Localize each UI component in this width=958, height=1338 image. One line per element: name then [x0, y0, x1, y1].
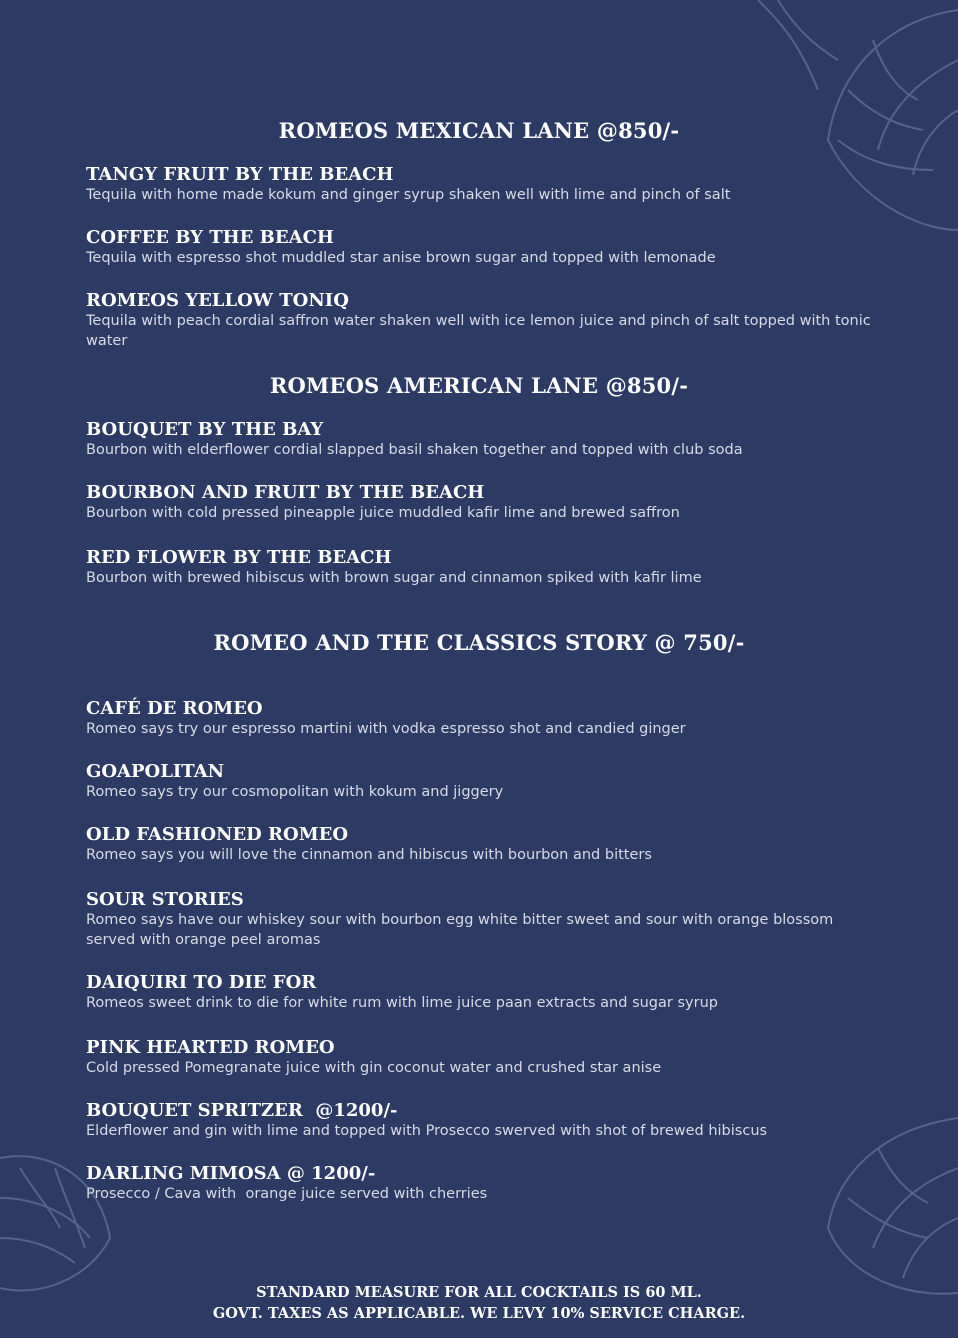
item-description: Cold pressed Pomegranate juice with gin coconut water and crushed star anise — [86, 1060, 662, 1076]
menu-item — [86, 761, 876, 802]
menu-item — [86, 698, 876, 739]
menu-item — [86, 1100, 876, 1141]
item-description: Prosecco / Cava with orange juice served with cherries — [86, 1186, 488, 1202]
section-title-classics-story: ROMEO AND THE CLASSICS STORY @ 750/- — [213, 630, 745, 655]
item-name: CAFÉ DE ROMEO — [86, 698, 263, 719]
item-description: Romeo says you will love the cinnamon and hibiscus with bourbon and bitters — [86, 847, 652, 863]
item-description: Romeo says try our espresso martini with vodka espresso shot and candied ginger — [86, 721, 686, 737]
item-description: Bourbon with elderflower cordial slapped basil shaken together and topped with club soda — [86, 442, 743, 458]
item-description: Bourbon with cold pressed pineapple juice muddled kafir lime and brewed saffron — [86, 505, 680, 521]
item-name: GOAPOLITAN — [86, 761, 225, 782]
item-description: Romeo says try our cosmopolitan with kokum and jiggery — [86, 784, 504, 800]
item-name: OLD FASHIONED ROMEO — [86, 824, 349, 845]
item-description: Tequila with espresso shot muddled star anise brown sugar and topped with lemonade — [86, 250, 716, 266]
item-name: BOUQUET SPRITZER @1200/- — [86, 1100, 398, 1121]
item-name: BOURBON AND FRUIT BY THE BEACH — [86, 482, 485, 503]
menu-item — [86, 889, 876, 950]
item-name: SOUR STORIES — [86, 889, 244, 910]
item-description: Tequila with home made kokum and ginger syrup shaken well with lime and pinch of salt — [86, 187, 731, 203]
menu-item — [86, 1163, 876, 1204]
menu-item — [86, 227, 876, 268]
footer-tax-note: GOVT. TAXES AS APPLICABLE. WE LEVY 10% SERVICE CHARGE. — [212, 1305, 746, 1322]
menu-item — [86, 1037, 876, 1078]
menu-item — [86, 824, 876, 865]
item-name: PINK HEARTED ROMEO — [86, 1037, 335, 1058]
item-description: Romeos sweet drink to die for white rum with lime juice paan extracts and sugar syrup — [86, 995, 718, 1011]
menu-item — [86, 164, 876, 205]
item-name: ROMEOS YELLOW TONIQ — [86, 290, 349, 311]
item-name: BOUQUET BY THE BAY — [86, 419, 324, 440]
menu-item — [86, 482, 876, 523]
menu-item — [86, 547, 876, 588]
menu-item — [86, 972, 876, 1013]
menu-item — [86, 290, 876, 351]
monstera-leaf-icon — [0, 1138, 140, 1298]
item-description: Tequila with peach cordial saffron water shaken well with ice lemon juice and pinch of salt topped with tonic water — [86, 313, 871, 349]
item-name: RED FLOWER BY THE BEACH — [86, 547, 392, 568]
footer-measure-note: STANDARD MEASURE FOR ALL COCKTAILS IS 60 ML. — [256, 1284, 702, 1301]
item-description: Romeo says have our whiskey sour with bourbon egg white bitter sweet and sour with orange blossom served with orange peel aromas — [86, 912, 834, 948]
item-description: Elderflower and gin with lime and topped with Prosecco swerved with shot of brewed hibiscus — [86, 1123, 768, 1139]
item-name: TANGY FRUIT BY THE BEACH — [86, 164, 394, 185]
section-title-mexican-lane: ROMEOS MEXICAN LANE @850/- — [278, 118, 680, 143]
item-name: DAIQUIRI TO DIE FOR — [86, 972, 317, 993]
section-title-american-lane: ROMEOS AMERICAN LANE @850/- — [269, 373, 689, 398]
item-description: Bourbon with brewed hibiscus with brown sugar and cinnamon spiked with kafir lime — [86, 570, 702, 586]
item-name: COFFEE BY THE BEACH — [86, 227, 334, 248]
menu-item — [86, 419, 876, 460]
item-name: DARLING MIMOSA @ 1200/- — [86, 1163, 376, 1184]
